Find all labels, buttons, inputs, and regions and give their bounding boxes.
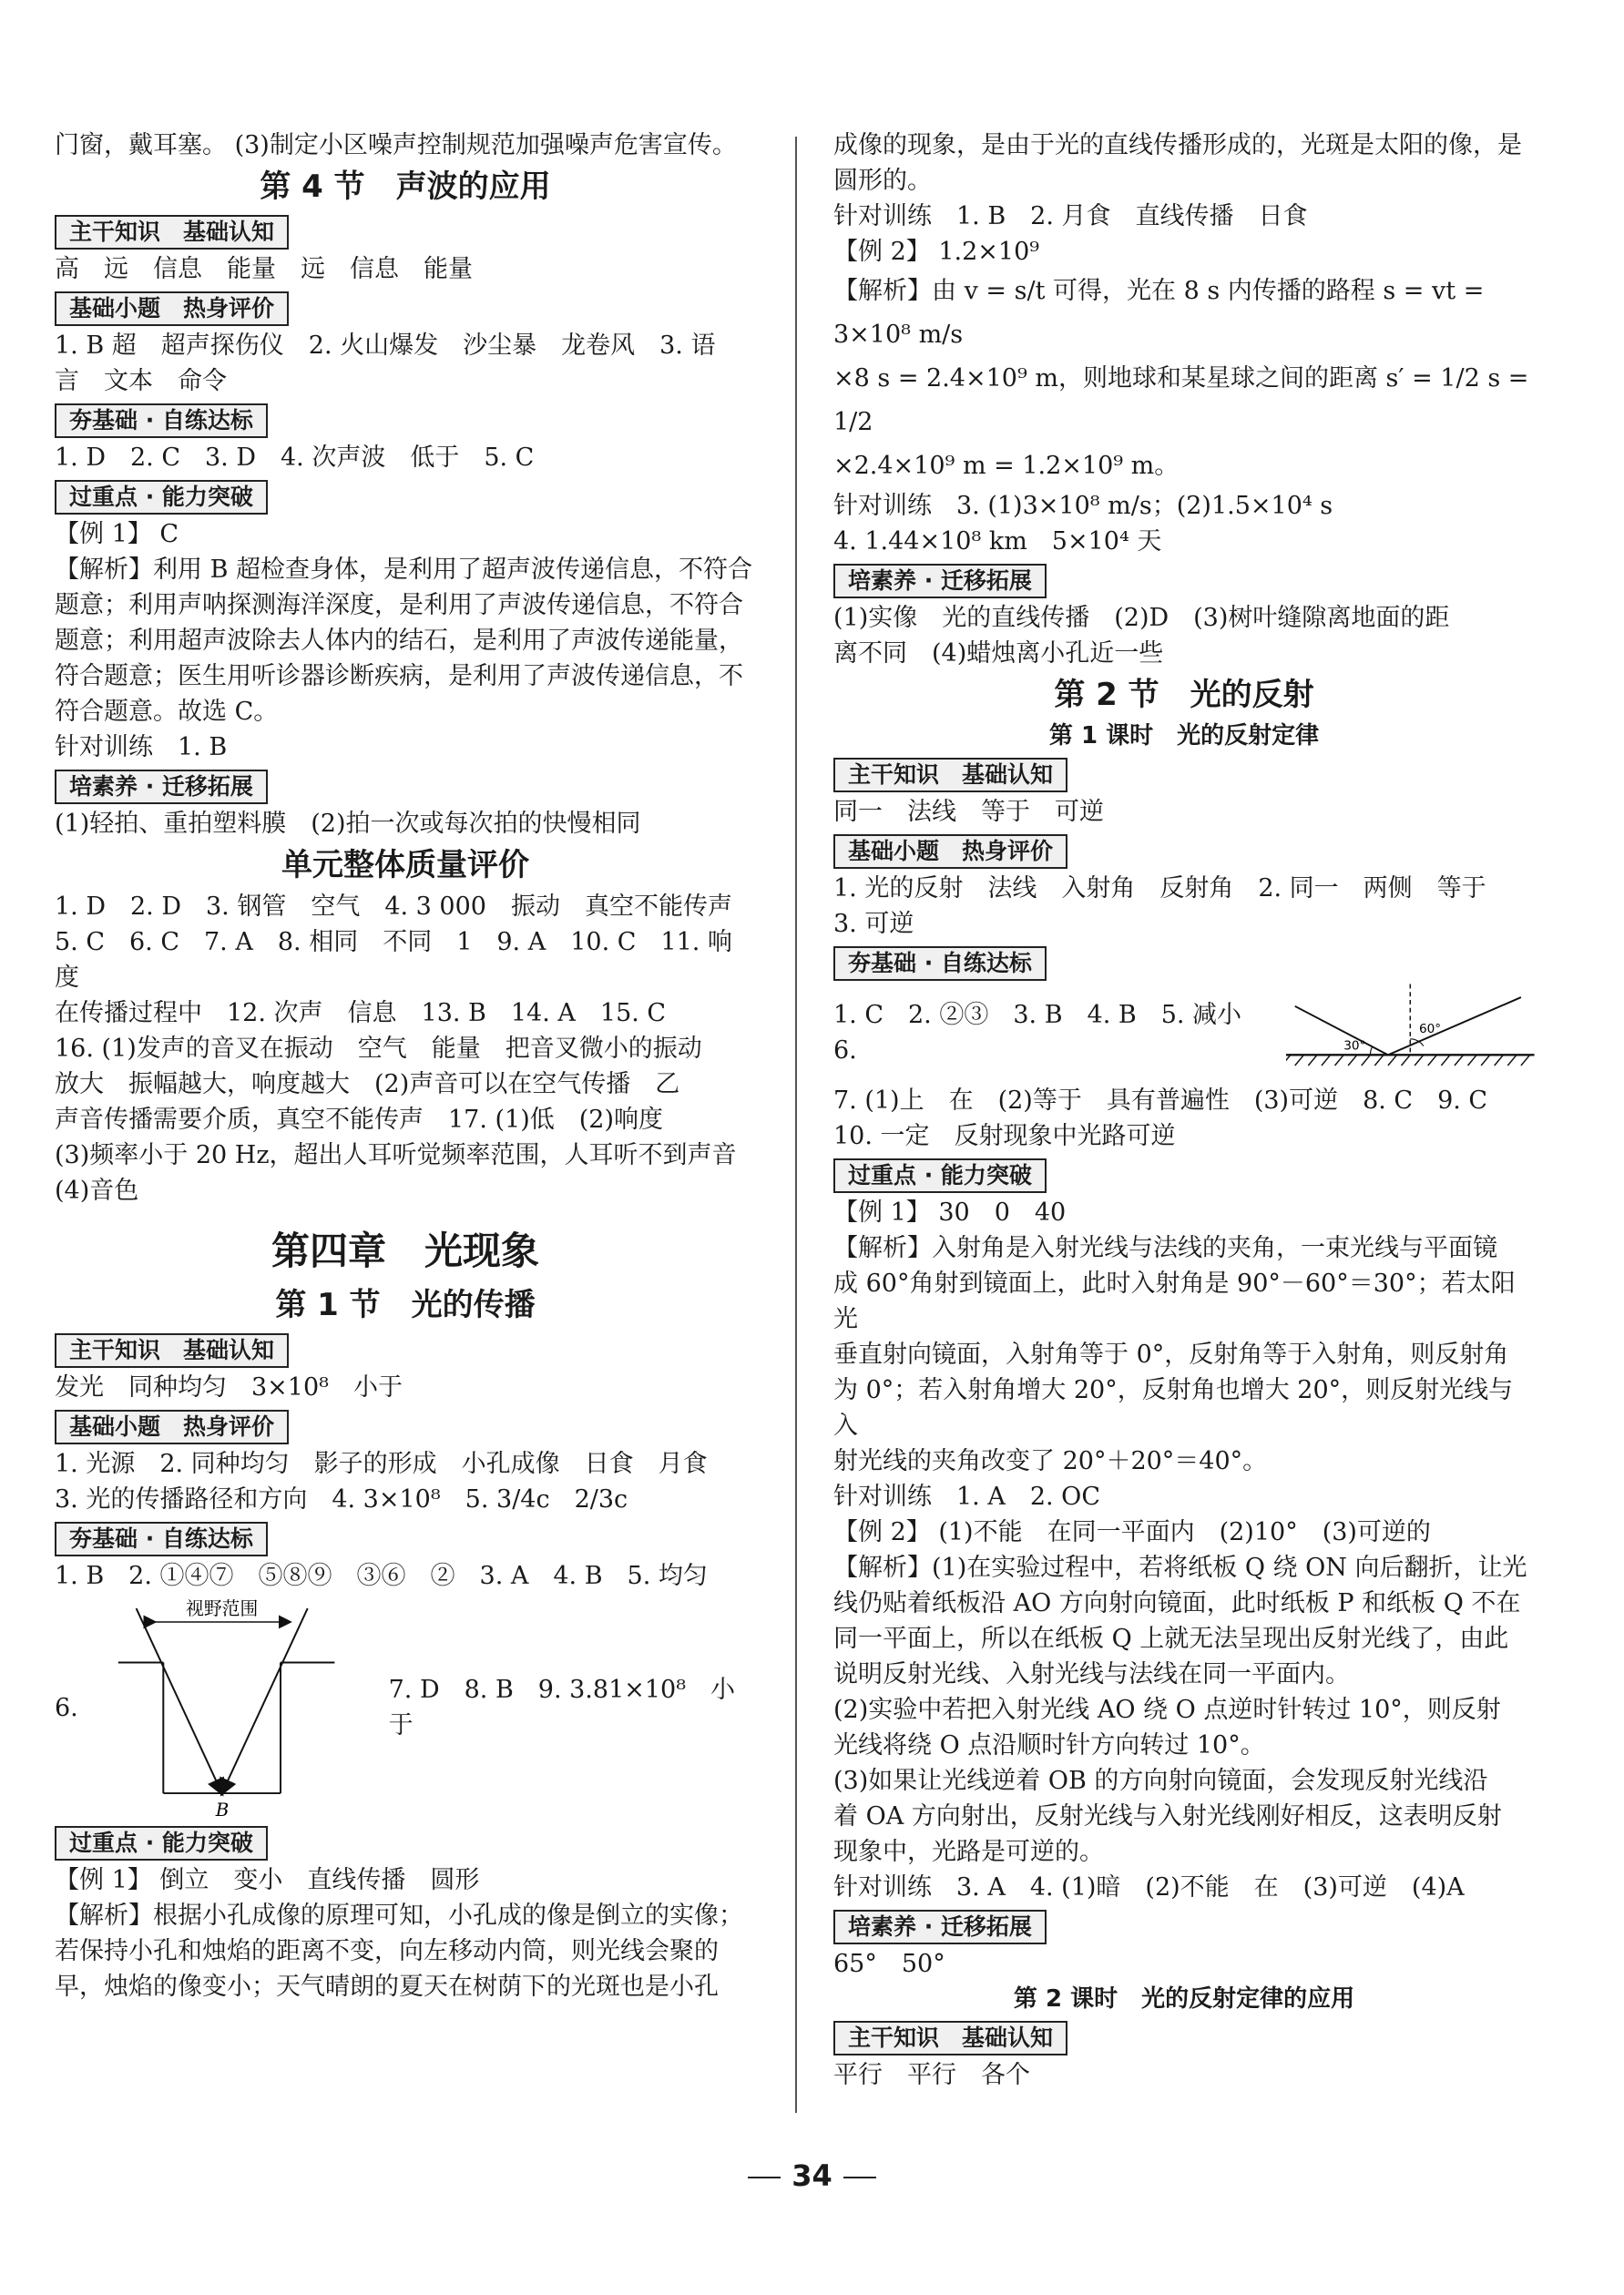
section-tag: 过重点 · 能力突破	[55, 480, 268, 515]
answer-line: 【解析】(1)在实验过程中，若将纸板 Q 绕 ON 向后翻折，让光	[833, 1554, 1527, 1582]
section-title: 第 1 节 光的传播	[275, 1287, 536, 1323]
answer-line: 现象中，光路是可逆的。	[833, 1838, 1104, 1866]
column-divider	[795, 137, 797, 2113]
answer-line: 1. 光的反射 法线 入射角 反射角 2. 同一 两侧 等于	[833, 874, 1486, 903]
answer-line: (2)实验中若把入射光线 AO 绕 O 点逆时针转过 10°，则反射	[833, 1696, 1501, 1724]
section-title: 第 4 节 声波的应用	[260, 168, 551, 205]
answer-line: ×8 s = 2.4×10⁹ m，则地球和某星球之间的距离 s′ = 1/2 s = 1/2	[833, 364, 1529, 436]
answer-line: (4)音色	[55, 1177, 139, 1205]
answer-line: 发光 同种均匀 3×10⁸ 小于	[55, 1373, 403, 1402]
answer-line: 射光线的夹角改变了 20°＋20°＝40°。	[833, 1447, 1268, 1475]
answer-line: 门窗，戴耳塞。 (3)制定小区噪声控制规范加强噪声危害宣传。	[55, 131, 737, 159]
answer-line: 高 远 信息 能量 远 信息 能量	[55, 255, 473, 283]
answer-line: 1. 光源 2. 同种均匀 影子的形成 小孔成像 日食 月食	[55, 1450, 708, 1478]
answer-line: 若保持小孔和烛焰的距离不变，向左移动内筒，则光线会聚的	[55, 1937, 719, 1965]
angle-60-label: 60°	[1419, 1022, 1442, 1036]
answer-line: 成 60°角射到镜面上，此时入射角是 90°－60°＝30°；若太阳光	[833, 1270, 1516, 1333]
answer-line: 【例 1】 倒立 变小 直线传播 圆形	[55, 1866, 480, 1894]
answer-line: 3. 可逆	[833, 910, 914, 938]
section-tag: 过重点 · 能力突破	[55, 1826, 268, 1861]
answer-line: ×2.4×10⁹ m = 1.2×10⁹ m。	[833, 452, 1180, 480]
answer-line: 平行 平行 各个	[833, 2061, 1030, 2089]
section-tag: 主干知识 基础认知	[55, 1333, 289, 1368]
section-title: 第 2 节 光的反射	[1054, 677, 1314, 713]
unit-title: 单元整体质量评价	[281, 847, 529, 883]
answer-line: 1. B 超 超声探伤仪 2. 火山爆发 沙尘暴 龙卷风 3. 语	[55, 332, 716, 360]
section-tag: 过重点 · 能力突破	[833, 1158, 1047, 1193]
figure-number: 6.	[55, 1693, 78, 1722]
section-tag: 夯基础 · 自练达标	[55, 403, 268, 438]
answer-line: 针对训练 3. A 4. (1)暗 (2)不能 在 (3)可逆 (4)A	[833, 1873, 1465, 1902]
chapter-title: 第四章 光现象	[271, 1229, 539, 1273]
page-number: 34	[792, 2158, 832, 2193]
answer-line: 针对训练 1. B	[55, 733, 228, 761]
section-tag: 夯基础 · 自练达标	[55, 1522, 268, 1556]
answer-line: 放大 振幅越大，响度越大 (2)声音可以在空气传播 乙	[55, 1070, 680, 1098]
answer-line: 同一平面上，所以在纸板 Q 上就无法呈现出反射光线了，由此	[833, 1625, 1509, 1653]
answer-line: 16. (1)发声的音叉在振动 空气 能量 把音叉微小的振动	[55, 1035, 702, 1063]
answer-line: 光线将绕 O 点沿顺时针方向转过 10°。	[833, 1731, 1265, 1760]
answer-line: (1)轻拍、重拍塑料膜 (2)拍一次或每次拍的快慢相同	[55, 810, 641, 838]
answer-line: 离不同 (4)蜡烛离小孔近一些	[833, 639, 1164, 668]
lesson-title: 第 1 课时 光的反射定律	[1048, 722, 1320, 750]
answer-line: 线仍贴着纸板沿 AO 方向射向镜面，此时纸板 P 和纸板 Q 不在	[833, 1589, 1521, 1617]
field-of-view-diagram	[100, 1594, 371, 1821]
answer-line: 【解析】根据小孔成像的原理可知，小孔成的像是倒立的实像；	[55, 1902, 743, 1930]
section-tag: 培素养 · 迁移拓展	[833, 1910, 1047, 1944]
left-column	[55, 128, 756, 2004]
answer-line: 65° 50°	[833, 1950, 945, 1978]
answer-line: 针对训练 3. (1)3×10⁸ m/s；(2)1.5×10⁴ s	[833, 492, 1333, 520]
answer-line: 1. C 2. ②③ 3. B 4. B 5. 减小 6.	[833, 1001, 1267, 1065]
answer-figure-row	[833, 983, 1535, 1083]
answer-line: 成像的现象，是由于光的直线传播形成的，光斑是太阳的像，是	[833, 131, 1522, 159]
answer-line: 符合题意；医生用听诊器诊断疾病，是利用了声波传递信息，不	[55, 662, 743, 690]
section-tag: 基础小题 热身评价	[55, 1410, 289, 1444]
answer-line: 【例 1】 30 0 40	[833, 1198, 1067, 1227]
answer-figure-row	[55, 1594, 756, 1821]
section-tag: 主干知识 基础认知	[833, 758, 1067, 792]
page-number-footer	[0, 2158, 1624, 2193]
reflection-diagram	[1286, 983, 1535, 1083]
answer-line: 3. 光的传播路径和方向 4. 3×10⁸ 5. 3/4c 2/3c	[55, 1485, 628, 1514]
answer-line: 圆形的。	[833, 167, 932, 195]
answer-line: 题意；利用声呐探测海洋深度，是利用了声波传递信息，不符合	[55, 591, 743, 619]
answer-line: 10. 一定 反射现象中光路可逆	[833, 1122, 1176, 1150]
answer-line: 【解析】利用 B 超检查身体，是利用了超声波传递信息，不符合	[55, 556, 753, 584]
answer-line: 1. D 2. D 3. 钢管 空气 4. 3 000 振动 真空不能传声	[55, 892, 732, 921]
lesson-title: 第 2 课时 光的反射定律的应用	[1013, 1985, 1355, 2013]
section-tag: 夯基础 · 自练达标	[833, 946, 1047, 981]
answer-line: 着 OA 方向射出，反射光线与入射光线刚好相反，这表明反射	[833, 1802, 1502, 1831]
answer-line: 早，烛焰的像变小；天气晴朗的夏天在树荫下的光斑也是小孔	[55, 1973, 719, 2001]
answer-line: 1. B 2. ①④⑦ ⑤⑧⑨ ③⑥ ② 3. A 4. B 5. 均匀	[55, 1562, 708, 1590]
answer-line: 【例 2】 1.2×10⁹	[833, 238, 1040, 266]
section-tag: 主干知识 基础认知	[55, 215, 289, 250]
answer-line: 4. 1.44×10⁸ km 5×10⁴ 天	[833, 527, 1162, 556]
section-tag: 基础小题 热身评价	[833, 834, 1067, 869]
answer-line: 说明反射光线、入射光线与法线在同一平面内。	[833, 1660, 1350, 1688]
answer-line: 同一 法线 等于 可逆	[833, 798, 1104, 826]
answer-line: 在传播过程中 12. 次声 信息 13. B 14. A 15. C	[55, 999, 667, 1027]
answer-line: 言 文本 命令	[55, 367, 227, 395]
answer-line: 为 0°；若入射角增大 20°，反射角也增大 20°，则反射光线与入	[833, 1376, 1514, 1440]
answer-line: 题意；利用超声波除去人体内的结石，是利用了声波传递能量，	[55, 627, 743, 655]
section-tag: 基础小题 热身评价	[55, 291, 289, 326]
answer-line: 声音传播需要介质，真空不能传声 17. (1)低 (2)响度	[55, 1106, 664, 1134]
angle-30-label: 30°	[1343, 1038, 1366, 1054]
answer-line: 【例 2】 (1)不能 在同一平面内 (2)10° (3)可逆的	[833, 1518, 1431, 1546]
field-of-view-label: 视野范围	[185, 1598, 258, 1620]
section-tag: 培素养 · 迁移拓展	[55, 770, 268, 804]
answer-line: 7. D 8. B 9. 3.81×10⁸ 小于	[388, 1676, 736, 1739]
answer-line: 7. (1)上 在 (2)等于 具有普遍性 (3)可逆 8. C 9. C	[833, 1086, 1488, 1115]
answer-line: 【解析】入射角是入射光线与法线的夹角，一束光线与平面镜	[833, 1234, 1497, 1262]
answer-line: 【例 1】 C	[55, 520, 179, 548]
answer-line: (3)频率小于 20 Hz，超出人耳听觉频率范围，人耳听不到声音	[55, 1141, 737, 1169]
answer-line: 【解析】由 v = s/t 可得，光在 8 s 内传播的路程 s = vt = 3×10⁸ m/s	[833, 277, 1485, 349]
answer-line: 符合题意。故选 C。	[55, 698, 279, 726]
answer-line: 1. D 2. C 3. D 4. 次声波 低于 5. C	[55, 444, 535, 472]
answer-line: 针对训练 1. B 2. 月食 直线传播 日食	[833, 202, 1308, 230]
section-tag: 培素养 · 迁移拓展	[833, 564, 1047, 598]
answer-line: 垂直射向镜面，入射角等于 0°，反射角等于入射角，则反射角	[833, 1341, 1509, 1369]
answer-line: 5. C 6. C 7. A 8. 相同 不同 1 9. A 10. C 11. 响度	[55, 928, 732, 992]
answer-line: 针对训练 1. A 2. OC	[833, 1483, 1100, 1511]
answer-line: (3)如果让光线逆着 OB 的方向射向镜面，会发现反射光线沿	[833, 1767, 1488, 1795]
point-b-label: B	[215, 1799, 229, 1821]
answer-line: (1)实像 光的直线传播 (2)D (3)树叶缝隙离地面的距	[833, 604, 1450, 632]
section-tag: 主干知识 基础认知	[833, 2021, 1067, 2055]
right-column	[833, 128, 1535, 2093]
